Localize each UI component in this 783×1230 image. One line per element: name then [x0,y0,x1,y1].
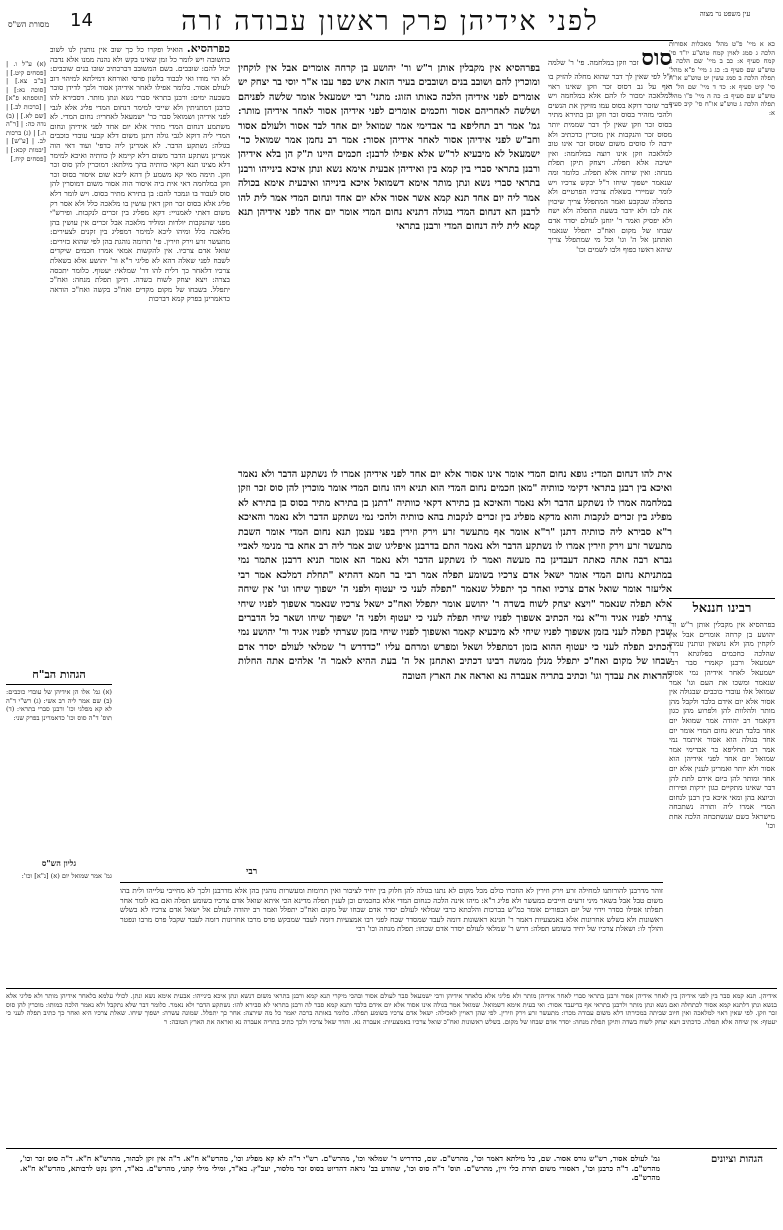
footer-title: הגהות וציונים [710,1154,763,1165]
rabbeinu-chananel-title: רבינו חננאל [692,601,752,616]
ein-mishpat-entries: כא א מיי' פ"ט מהל' מאכלות אסורות הלכה ג סמג לאוין קמח טוש"ע יו"ד סי' קמח סעיף א: כב ב מיי' שם הלכה ב טוש"ע שם סעיף ב: כג ג מיי' פ"א מהל' תפלה הלכה ב סמג עשין יט טוש"ע או"ח סי' קיט סעיף א: כד ד מיי' שם הל' ד טוש"ע שם סעיף ב: כה ה מיי' פ"ו מהל' תפלה הלכה ג טוש"ע או"ח סי' קיב סעיף א: [669,40,775,117]
lower-commentary: זוהר מדרבנן להורותנו למחילה זרע וירק וזירין לא הוזכרו כולם מכל מקום לא נתנו בגולה להן חלוק בין יחיד לציבור ואין תרומות ומעשרות נוהגין בהן אלא מדרבנן ולכך לא מחייבי עלייהו ולית בהו משום טבל אבל בשאר מיני זרעים חייבים במעשר ולא פליג ר"א: מיהו אינה הלכה כנחום המדי אלא כחכמים וכן לענין תפלה מדינא הכי איתא שואל אדם צרכיו בשומע תפלה ואם בא לומר אחר תפלתו אפילו כסדר וידוי של יום הכפורים אומר כמ"ש בברכות והלכתא כרבי שמלאי לעולם יסדר אדם שבחו של מקום ואח"כ יתפלל ואמר רב יהודה לעולם אל ישאל אדם צרכיו לא בשלש ראשונות ולא בשלש אחרונות אלא באמצעיות דאמר ר' חנינא ראשונות דומה לעבד שמסדר שבח לפני רבו אמצעיות דומה לעבד שמבקש פרס מרבו אחרונות דומה לעבד שקבל פרס מרבו ונפטר והולך לו: ושאלת צרכיו של יחיד בשומע תפלה: דרש ר' שמלאי לעולם יסדר אדם שבחו: תפלת מנחה וכו' רבי [120,886,663,934]
gemara-continuation: אית להו דנחום המדי: גופא נחום המדי אומר אינו אסור אלא יום אחד לפני אידיהן אמרו לו נשתקע הדבר ולא נאמר ואיכא בין רבנן בתראי דקימי כוותיה "מאן חכמים נחום המדי הוא תניא ויהו נחום המדי אומר מוכרין להן סוס זכר וזקן במלחמה אמרו לו נשתקע הדבר ולא נאמר והאיכא בן בתירא דקאי כוותיה "דתנן בן בתירא מתיר בסוס בן בתירא לא מפליג בין זכרים לנקבות והוא מדקא מפליג בין זכרים לנקבות בהא כוותיה ולהכי נמי נשתקע הדבר ולא נאמר והאיכא ר"א סבירא ליה כוותיה דתנן "ר"א אומר אף מתעשר זרע וירק וזירין בפני עצמן תנא נחום המדי אומר השבת מתעשר זרע וירק וזירין אמרו לו נשתקע הדבר ולא נאמר התם בדרבנן איפליגו שוב אמר ליה רב אחא בר מנימי לאביי גברא רבה אתה כאתה דעבדינן בה מעשה ואמר לו נשתקע הדבר ולא נאמר הא אומר תניא דרבנן אתמר נמי במתניתא נחום המדי אומר ישאל אדם צרכיו בשומע תפלה אמר רבי בר חמא דהתיא "תחלת דמלכא אמר רבי אליעזר אומר שואל אדם צרכיו ואחר כך יתפלל שנאמר "תפלה לעני כי יעטוף ולפני ה' ישפוך שיחו וגו' אין שיחה אלא תפלה שנאמר "ויצא יצחק לשוח בשדה ר' יהושע אומר יתפלל ואח"כ ישאל צרכיו שנאמר אשפוך לפניו שיחי צרתי לפניו אגיד ור"א נמי הכתיב אשפוך לפניו שיחי תפלה לעני כי יעטוף ולפני ה' ישפוך שיחו ושאר כל הדברים שבין תפלה לעני בזמן אשפוך לפניו שיחי לא מיבעיא קאמר ואשפוך לפניו שיחי בזמן שצרתי לפניו אגיד ור' יהושע נמי הכתיב תפלה לעני כי יעטוף ההוא בזמן דמתפלל ושאל ומפרש ומרחם עליו "כדדרש ר' שמלאי לעולם יסדר אדם שבחו של מקום ואח"כ יתפלל מנלן ממשה רבינו דכתיב ואתחנן אל ה' בעת ההיא לאמר ה' אלהים אתה החלות להראות את עבדך וגו' וכתיב בתריה אעברה נא ואראה את הארץ הטובה [238,469,672,682]
footer-rule [6,1148,777,1149]
masoret-hashas-entries: (א) ע"ל ו. | [פסחים קיט.] | [ב"ב צא.] | [סוכה נא:] | [תוספתא פ"א] | [ברכות לב.] | [שם לא.] | (ב) נדה כה: | [ר"ה ה.] | (ג) ברכות לב. | [ע"ש] | [יבמות קכא:] | [פסחים קיח.] [6,60,46,163]
ein-mishpat-header: עין משפט נר מצוה [699,10,751,18]
rabbeinu-chananel-rule [669,598,775,599]
rashi-opening-dh: סוס [641,45,672,71]
gemara-text: בפרהסיא אין מקבלין אותן ר"ש ור' יהושע בן קרחה אומרים אבל אין לוקחין ומוכרין להם ושובב בנים ושובבים בעיר הזאת איש כפר עבו א"ר יוסי בר יצחק יש אומרים לפני אידיהן הלכה כאותו הזוג: מתני' רבי ישמעאל אומר שלשה לפניהם ושלשה לאחריהם אסור וחכמים אומרים לפני אידיהן אסור לאחר אידיהן מותר: גמ' אמר רב תחליפא בר אבדימי אמר שמואל יום אחד לבד אסור ולעולם אסור וחב"ש לפני אידיהן אסור לאחר אידיהן אסור: אמר רב נחמן אמר שמואל כר' ישמעאל לא מיבעיא לר"ש אלא אפילו לרבנן: חכמים היינו ת"ק הן בלא אידיהן ורבנן בתראי סברי בין קמא בין ואידיהן אבעית אימא נשא ונתן איכא בינייהו ורבנן בתראי סברי נשא ונתן מותר אימא דשמואל איכא בינייהו ואיבעית אימא בכולה אמר ליה יום אחד תנא קמא אשר אסור אלא יום אחד ונחום המדי אמר לית להו לרבנן הא דנחום המדי בגולה דתניא נחום המדי אומר יום אחד לפני אידיהן תנא קמא לית ליה דנחום המדי ורבנן בתראי [238,63,540,233]
hagahot-habach-text: (א) גמ' אלו הן אידיהן של עובדי כוכבים: (ב) שם אמר ליה רב אשי: (ג) רש"י ד"ה לא קא מפלגי וכו' ורבנן סברי בתראי: (ד) תוס' ד"ה סוס וכו' כדאמרינן בפרק שני: [6,688,112,722]
tosafot-text: הואיל ופקרו כל כך שוב אין נותנין לנו לשוב בתשובה ויש לומר כל זמן שאינו בקש ולא נהנה ממנו אלא נדבה יכול להם: שובבים. בשם המשובב דברכתיב שובו בנים שובבים: לא הוי מודו ואי לכבוד בלשון פרסי ואורחא דמילתא למיהוי דוב לעולם אסור. כלומר אפילו לאחר אידיהן אסור ולכך לדידן סובר בשבעה ימים: ורבנן בתראי סברי נשא ונתן מותר. דסבירא להו כרבנן דמתניתין ולא שייכי למימר דנחום המדי פליג אלא לגבי לפני אידיהן ושמואל סבר כר' ישמעאל לאחריו: נחום המדי. לא משתמע דנחום המדי מתיר אלא יום אחד לפני אידיהן ונחום המדי ליה דוקא לגבי גולה דתנן משום דלא קבעי עובדי כוכבים בגולה: נשתקע הדבר. לא אמרינן ליה כדפי' ועוד דאי הוה אמרינן נשתקע הדבר משום דלא קיימא לן כוותיה ואיכא למימר דלא מצינו תנא דקאי כוותיה בהך מילתא: דמוכרין להן סוס זכר וזקן. תימה מאי קא משמע לן דהא ליכא שום איסור בסוס זכר וזקן במלחמה דאי אית ביה איסור הוה אסור משום דמוסרין להן סוס לעבוד בו ונמכר להם: בן בתירא מתיר בסוס. ויש לומר דלא פליג אלא בסוס זכר וזקן דאין עושין בו מלאכה כלל ולא אסר רק משום דאתי לאמנויי: דקא מפליג בין זכרים לנקבות. ופירש"י מפני שהנקבות יולדות ומוליד מלאכה אבל זכרים אין עושין בהן מלאכה כלל ומיהו ליכא למימר דמפליג בין זקנים לצעירים: מתעשר זרע וירק וזירין. פי' תרומה נוהגת בהן לפי שהוא כזירים: שואל אדם צרכיו. אין להקשות אמאי אמרו חכמים שיקדים לשבח לפני שאלה דהא לא פליגי ר"א ור' יהושע אלא בשאלת צרכיו דלאחר כך דלית להו דר' שמלאי: יעטוף. כלומר יתכסה בצרה: ויצא יצחק לשוח בשדה. תיקן תפלת מנחה: ואח"כ יתפלל. בשבחו של מקום מקדים ואח"כ בקשה ואח"כ הודאה כדאמרינן בפרק קמא דברכות [50,45,230,304]
header-rule [110,40,673,41]
gemara-upper-block [238,62,540,466]
rashi-column [548,44,672,460]
rashi-text: זכר וזקן במלחמה. פי' ר' שלמה ז"ל לפי שאין לך דבר שהוא מחלה להזיק בו ואף על גב דסוס זכר וזקן שאינו ראוי למלאכה ימכור לו להם אלא במלחמה ויש דבר שזכר דוקא בסוס עמו מזיקין את הנשים ולהכי מזהיר בסוס זכר וזקן ובן בתירא מתיר בסוס זכר וזקן שאין לך דבר שממית יותר מסוס זכר והנקבות אין מוכרין כדכתיב ולא ירבה לו סוסים משום שסוס זכר אינו טוב למלאכה וזקן אינו רוצה במלחמה: ואין ישיבה אלא תפלה. ויצחק תיקן תפלת מנחה: ואין שיחה אלא תפלה. כלומר ומה שנאמר ישפוך שיחו ר"ל יבקש צרכיו ויש לומר שמיירי בשאלת צרכיו הפרטיים ולא בתפלה שבקבע ואמר המתפלל צריך שיכוין את לבו ולא ידבר בשעת התפלה ולא ישח ולא יפסיק ואמר ר' יוחנן לעולם יסדר אדם שבחו של מקום ואח"כ יתפלל שנאמר ואתחנן אל ה' וגו' וכל מי שמתפלל צריך שיהא ראשו כפוף ולבו לשמים וכו' [548,58,672,254]
page-number: 14 [70,10,93,31]
masoret-hashas-header: מסורת הש"ס [8,20,50,29]
gemara-catchword: רבי [246,867,258,877]
bottom-band-rule [6,988,777,989]
tosafot-column [50,44,230,880]
rabbeinu-chananel-text: בפרהסיא אין מקבלין אותן ר"ש ור' יהושע בן קרחה אומרים אבל אין לוקחין מהן ולא נושאין ונותנין עמהן שהלכה כחכמים בפלוגתא דר' ישמעאל ורבנן קאמרי סבר רבי ישמעאל לאחר אידיהן נמי אסור שנאמר ומשכו את העם וגו' אמר שמואל אלו עובדי כוכבים שבגולה אין אסור אלא יום אידם בלבד ולקבל מהן מותר ולהלוות להן ולפרוע מהן כגון דקאמר רב יהודה אמר שמואל יום אחד בלבד תניא נחום המדי אומר יום אחד בגולה הוא אסור איתמר נמי אמר רב תחליפא בר אבדימי אמר שמואל יום אחד לפני אידיהן הוא אסור ולא יותר ואמרינן לענין אלא יום אחד ומותר להן ביום אידם לתת להן דבר שאינו מתקיים כגון ירקות ופירות וכיוצא בהן ומאי איכא בין רבנן לנחום המדי אמרו ליה ותורה נשתכחה מישראל כשם שנשתכחה הלכה אחת וכו' [669,620,775,831]
gilyon-hashas-title: גליון הש"ס [41,858,77,868]
masoret-hashas-column [6,60,46,640]
ein-mishpat-column [669,40,775,430]
hagahot-habach-title: הגהות הב"ח [32,668,86,681]
footer-text: גמ' לעולם אסור, רש"ש גורס אסור. שם, כל מילתא דאמר וכו', מהרש"ם. שם, כדדריש ר' שמלאי וכו', מהרש"ם. רש"י ד"ה לא קא מפליג וכו', מהרש"א ח"א. ד"ה אין זקן לכהור, מהרש"א ח"א. ד"ה סוס זכר וכו', מהרש"ם. ד"ה כרבנן וכו', דאסורי משום תורת כלי זיין, מהרש"ם. תוס' ד"ה סוס וכו', שהודע בב' נראה דהדיוט בסוס זכר מלסור, יעב"ץ. בא"ד, ומילי מילי קתני, מהרש"ם. בא"ד, דוקן נקט לרבותא, מהרש"א ח"א. מהרש"ם. [20,1154,660,1183]
tosafot-opening-dh: כפרהסיא. [186,44,230,55]
lower-divider [120,882,663,883]
gemara-lower-block [238,468,672,880]
gilyon-hashas-text: גמ' אמר שמואל יום (א) [נ"א] וכו': [21,872,112,880]
bottom-commentary: אידיהן. תנא קמא סבר בין לפני אידיהן בין לאחר אידיהן אסור ורבנן בתראי סברי לאחר אידיהן מותר ולא פליגי אלא בלאחר אידיהן ורבי ישמעאל סבר לעולם אסור ובהכי מיקרי תנא קמא ורבנן בתראי משום דנשא ונתן איכא בינייהו: אבעית אימא נשא ונתן. לכולי עלמא בלאחר אידיהן מותר ולא פליגי אלא בנשא ונתן דלתנא קמא אסור לכתחלה ואם נשא ונתן מותר ולרבנן בתראי אף בדיעבד אסור: ואי בעית אימא דשמואל. שמואל אמר בגולה אינו אסור אלא יום אידם בלבד ותנא קמא סבר לה ורבנן בתראי לא סבירא להו: נשתקע הדבר ולא נאמר. כלומר דבר שלא נתקבל ולא נאמר הלכה כמותו: מוכרין להן סוס זכר וזקן. לפי שאין ראוי למלאכה ואין חיוב שביתה במכירתו דלא משום עבודה מכרו: מתעשר זרע וירק וזירין. לפי שהן ראויין לאכילה: ישאל אדם צרכיו בשומע תפלה. כלומר באותה ברכה יאמר כל מה שירצה: אחר כך יתפלל. שמונה עשרה: ישפוך שיחו. שאלת צרכיו היא ואחר כך כתיב תפלה לעני כי יעטוף: אין שיחה אלא תפלה. כדכתיב ויצא יצחק לשוח בשדה ותיקן תפלת מנחה: יסדר אדם שבחו של מקום. בשלש ראשונות ואח"כ שואל צרכיו באמצעיות: אעברה נא. והדר שאל צרכיו ולכך כתיב בתריה אעברה נא ואראה את הארץ הטובה: ר [6,992,777,1026]
page-title: לפני אידיהן פרק ראשון עבודה זרה [181,6,599,37]
